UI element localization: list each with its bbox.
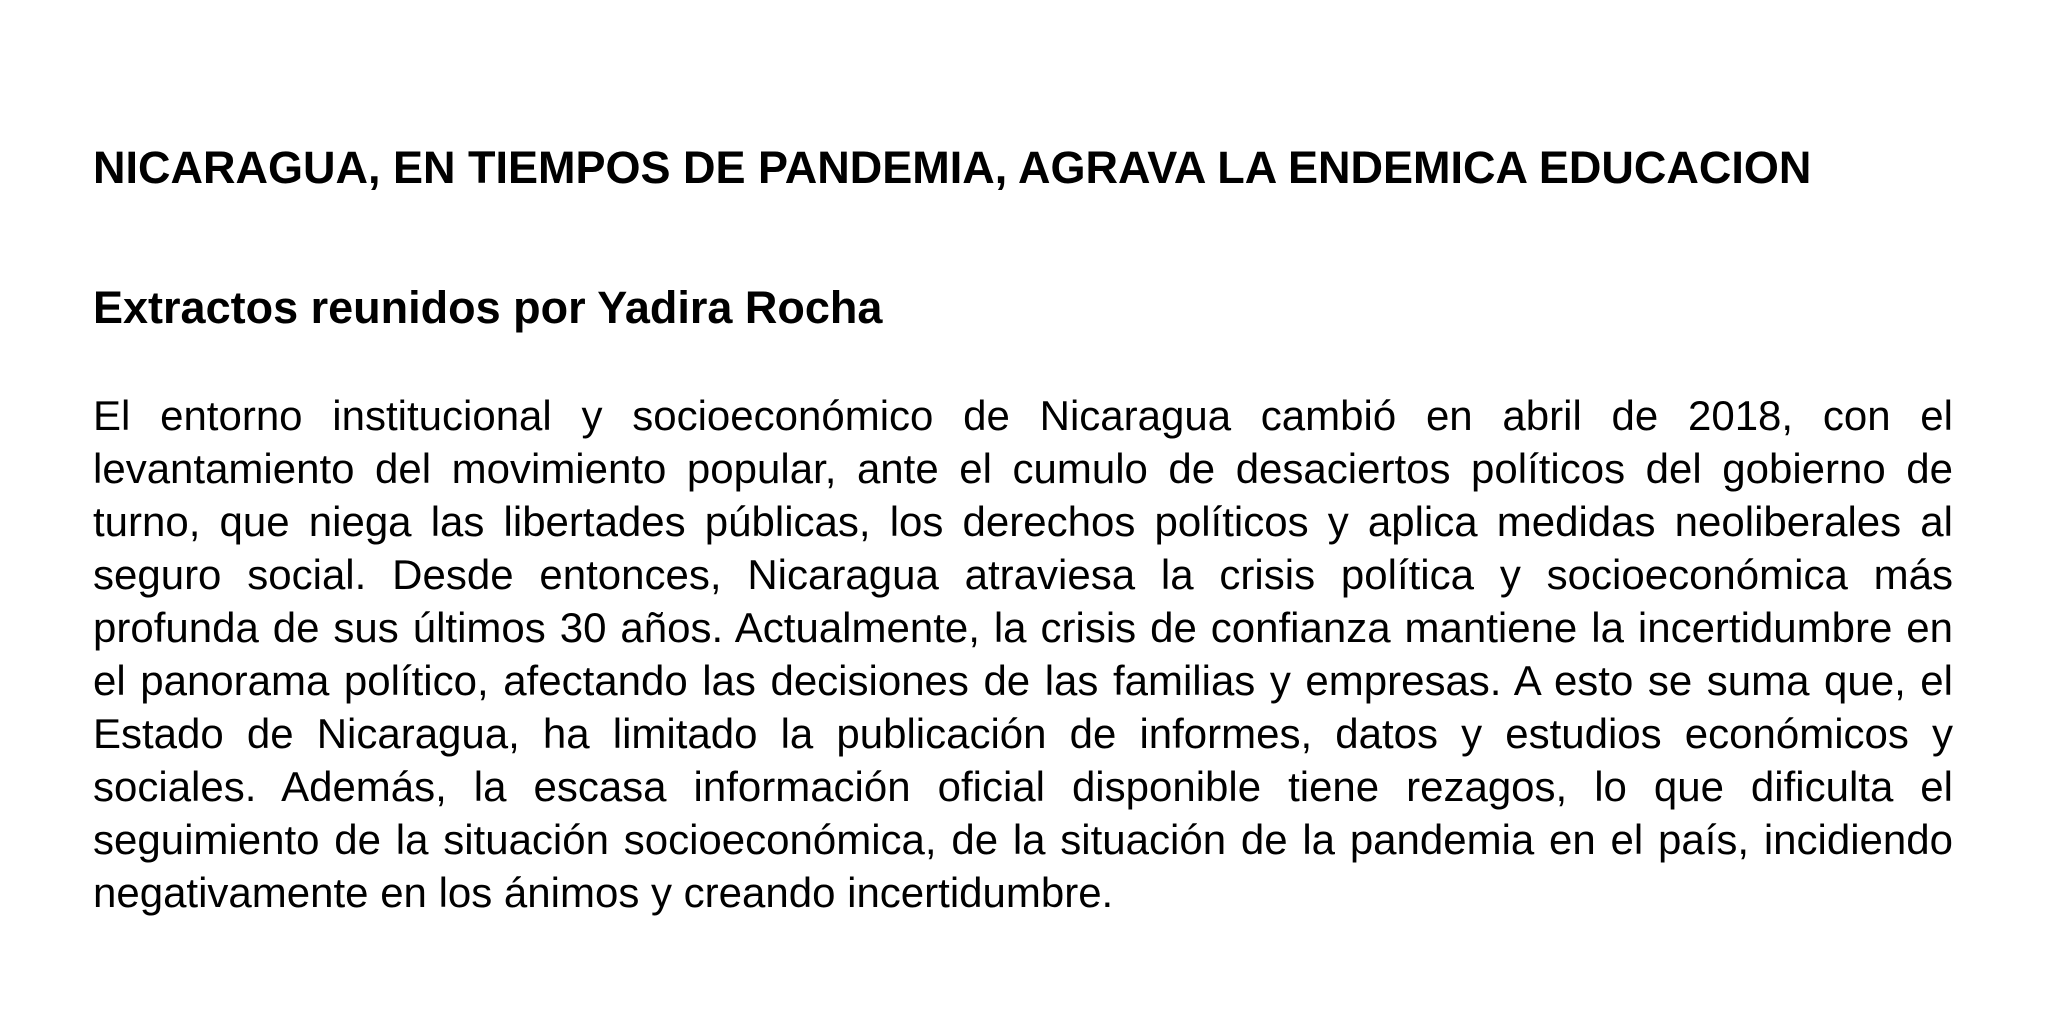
document-byline: Extractos reunidos por Yadira Rocha (93, 282, 883, 333)
document-title: NICARAGUA, EN TIEMPOS DE PANDEMIA, AGRAVA LA ENDEMICA EDUCACION (93, 142, 1812, 193)
body-paragraph: El entorno institucional y socioeconómico de Nicaragua cambió en abril de 2018, con el levantamiento del movimiento popular, ante el cumulo de desaciertos políticos del gobierno de turno, que niega las libertades públicas, los derechos políticos y aplica medidas neoliberales al seguro social. Desde entonces, Nicaragua atraviesa la crisis política y socioeconómica más profunda de sus últimos 30 años. Actualmente, la crisis de confianza mantiene la incertidumbre en el panorama político, afectando las decisiones de las familias y empresas. A esto se suma que, el Estado de Nicaragua, ha limitado la publicación de informes, datos y estudios económicos y sociales. Además, la escasa información oficial disponible tiene rezagos, lo que dificulta el seguimiento de la situación socioeconómica, de la situación de la pandemia en el país, incidiendo negativamente en los ánimos y creando incertidumbre. (93, 392, 1953, 916)
